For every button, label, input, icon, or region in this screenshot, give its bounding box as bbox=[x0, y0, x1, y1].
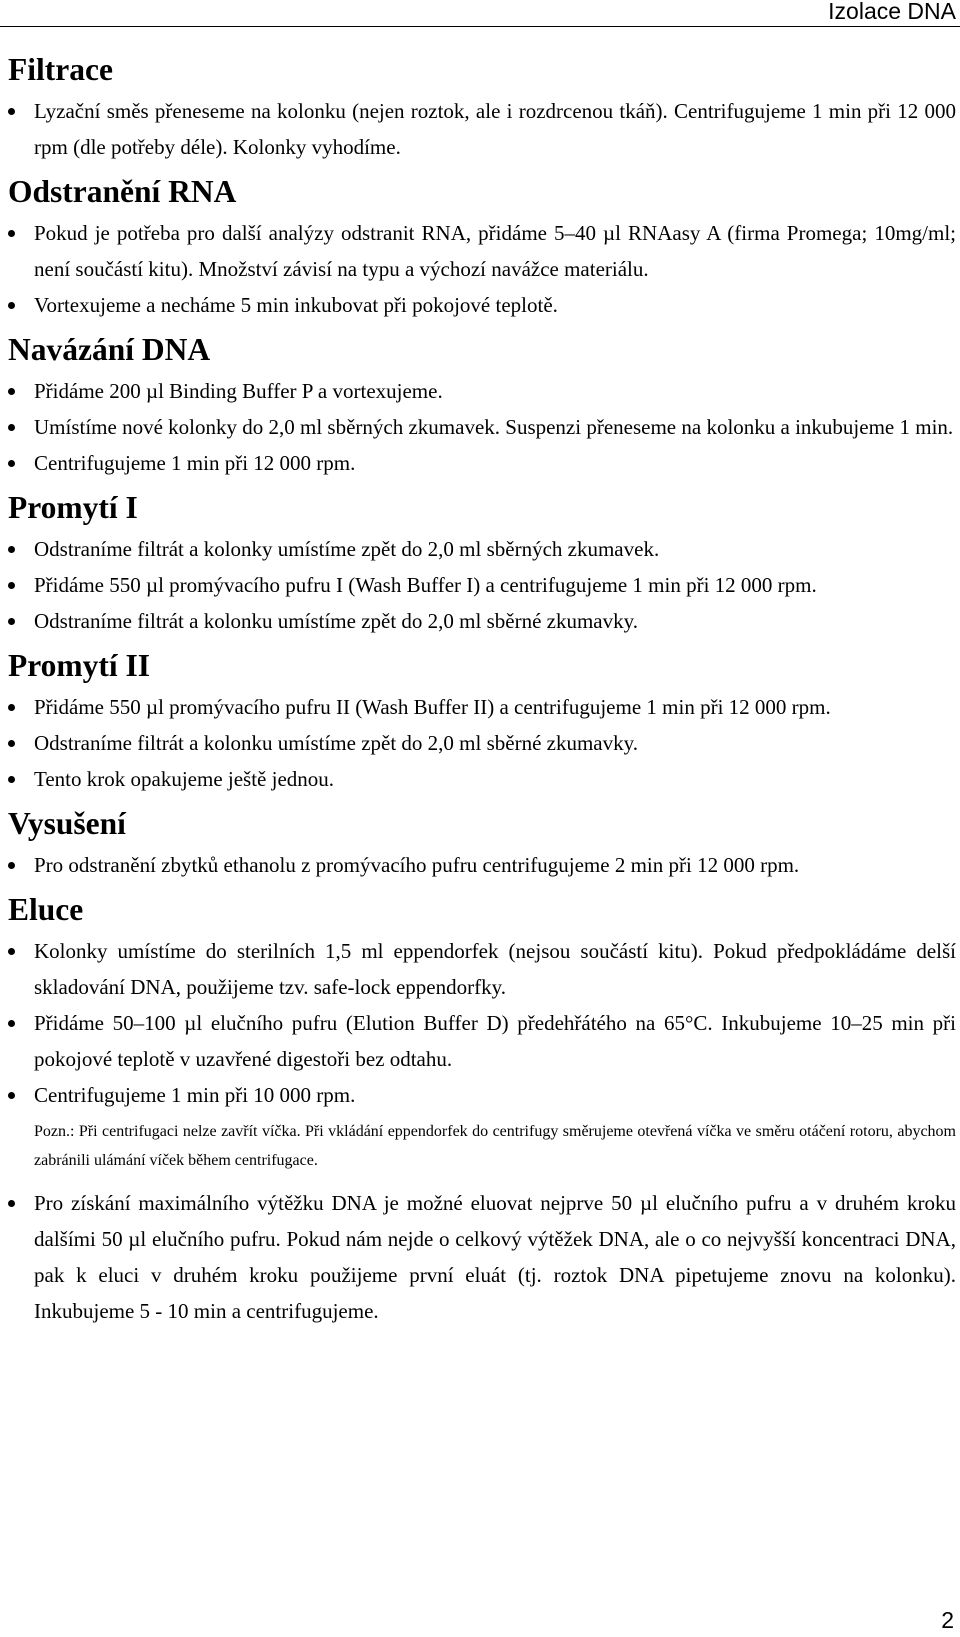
list-item: Pro odstranění zbytků ethanolu z promývacího pufru centrifugujeme 2 min při 12 000 rpm. bbox=[8, 847, 956, 883]
bullet-list-vysuseni bbox=[8, 847, 956, 883]
page-number: 2 bbox=[941, 1607, 954, 1633]
list-item: Přidáme 550 µl promývacího pufru II (Wash Buffer II) a centrifugujeme 1 min při 12 000 rpm. bbox=[8, 689, 956, 725]
list-item: Přidáme 200 µl Binding Buffer P a vortexujeme. bbox=[8, 373, 956, 409]
section-heading-promyti-1: Promytí I bbox=[8, 490, 138, 525]
document-body bbox=[8, 47, 956, 1333]
section-heading-filtrace: Filtrace bbox=[8, 52, 113, 87]
section-heading-navazani-dna: Navázání DNA bbox=[8, 332, 211, 367]
bullet-list-eluce-after-note bbox=[8, 1185, 956, 1329]
list-item: Centrifugujeme 1 min při 12 000 rpm. bbox=[8, 445, 956, 481]
bullet-list-promyti-2 bbox=[8, 689, 956, 797]
list-item: Přidáme 550 µl promývacího pufru I (Wash Buffer I) a centrifugujeme 1 min při 12 000 rpm. bbox=[8, 567, 956, 603]
list-item: Lyzační směs přeneseme na kolonku (nejen roztok, ale i rozdrcenou tkáň). Centrifugujeme 1 min při 12 000 rpm (dle potřeby déle). Kolonky vyhodíme. bbox=[8, 93, 956, 165]
list-item: Centrifugujeme 1 min při 10 000 rpm. bbox=[8, 1077, 956, 1113]
list-item: Pro získání maximálního výtěžku DNA je možné eluovat nejprve 50 µl elučního pufru a v druhém kroku dalšími 50 µl elučního pufru. Pokud nám nejde o celkový výtěžek DNA, ale o co nejvyšší koncentraci DNA, pak k eluci v druhém kroku použijeme první eluát (tj. roztok DNA pipetujeme znovu na kolonku). Inkubujeme 5 - 10 min a centrifugujeme. bbox=[8, 1185, 956, 1329]
bullet-list-odstraneni-rna bbox=[8, 215, 956, 323]
bullet-list-filtrace bbox=[8, 93, 956, 165]
section-heading-eluce: Eluce bbox=[8, 892, 84, 927]
note-text: Pozn.: Při centrifugaci nelze zavřít víčka. Při vkládání eppendorfek do centrifugy směrujeme otevřená víčka ve směru otáčení rotoru, abychom zabránili ulámání víček během centrifugace. bbox=[34, 1123, 956, 1169]
section-heading-vysuseni: Vysušení bbox=[8, 806, 126, 841]
list-item: Odstraníme filtrát a kolonku umístíme zpět do 2,0 ml sběrné zkumavky. bbox=[8, 725, 956, 761]
header-title: Izolace DNA bbox=[828, 0, 956, 24]
list-item: Odstraníme filtrát a kolonky umístíme zpět do 2,0 ml sběrných zkumavek. bbox=[8, 531, 956, 567]
list-item: Vortexujeme a necháme 5 min inkubovat při pokojové teplotě. bbox=[8, 287, 956, 323]
list-item: Umístíme nové kolonky do 2,0 ml sběrných zkumavek. Suspenzi přeneseme na kolonku a inkubujeme 1 min. bbox=[8, 409, 956, 445]
bullet-list-navazani-dna bbox=[8, 373, 956, 481]
list-item: Odstraníme filtrát a kolonku umístíme zpět do 2,0 ml sběrné zkumavky. bbox=[8, 603, 956, 639]
list-item: Kolonky umístíme do sterilních 1,5 ml eppendorfek (nejsou součástí kitu). Pokud předpokládáme delší skladování DNA, použijeme tzv. safe-lock eppendorfky. bbox=[8, 933, 956, 1005]
list-item: Tento krok opakujeme ještě jednou. bbox=[8, 761, 956, 797]
bullet-list-promyti-1 bbox=[8, 531, 956, 639]
section-heading-odstraneni-rna: Odstranění RNA bbox=[8, 174, 237, 209]
list-item: Pokud je potřeba pro další analýzy odstranit RNA, přidáme 5–40 µl RNAasy A (firma Promega; 10mg/ml; není součástí kitu). Množství závisí na typu a výchozí navážce materiálu. bbox=[8, 215, 956, 287]
bullet-list-eluce bbox=[8, 933, 956, 1113]
section-heading-promyti-2: Promytí II bbox=[8, 648, 151, 683]
running-header bbox=[0, 0, 960, 27]
list-item: Přidáme 50–100 µl elučního pufru (Elution Buffer D) předehřátého na 65°C. Inkubujeme 10–25 min při pokojové teplotě v uzavřené digestoři bez odtahu. bbox=[8, 1005, 956, 1077]
